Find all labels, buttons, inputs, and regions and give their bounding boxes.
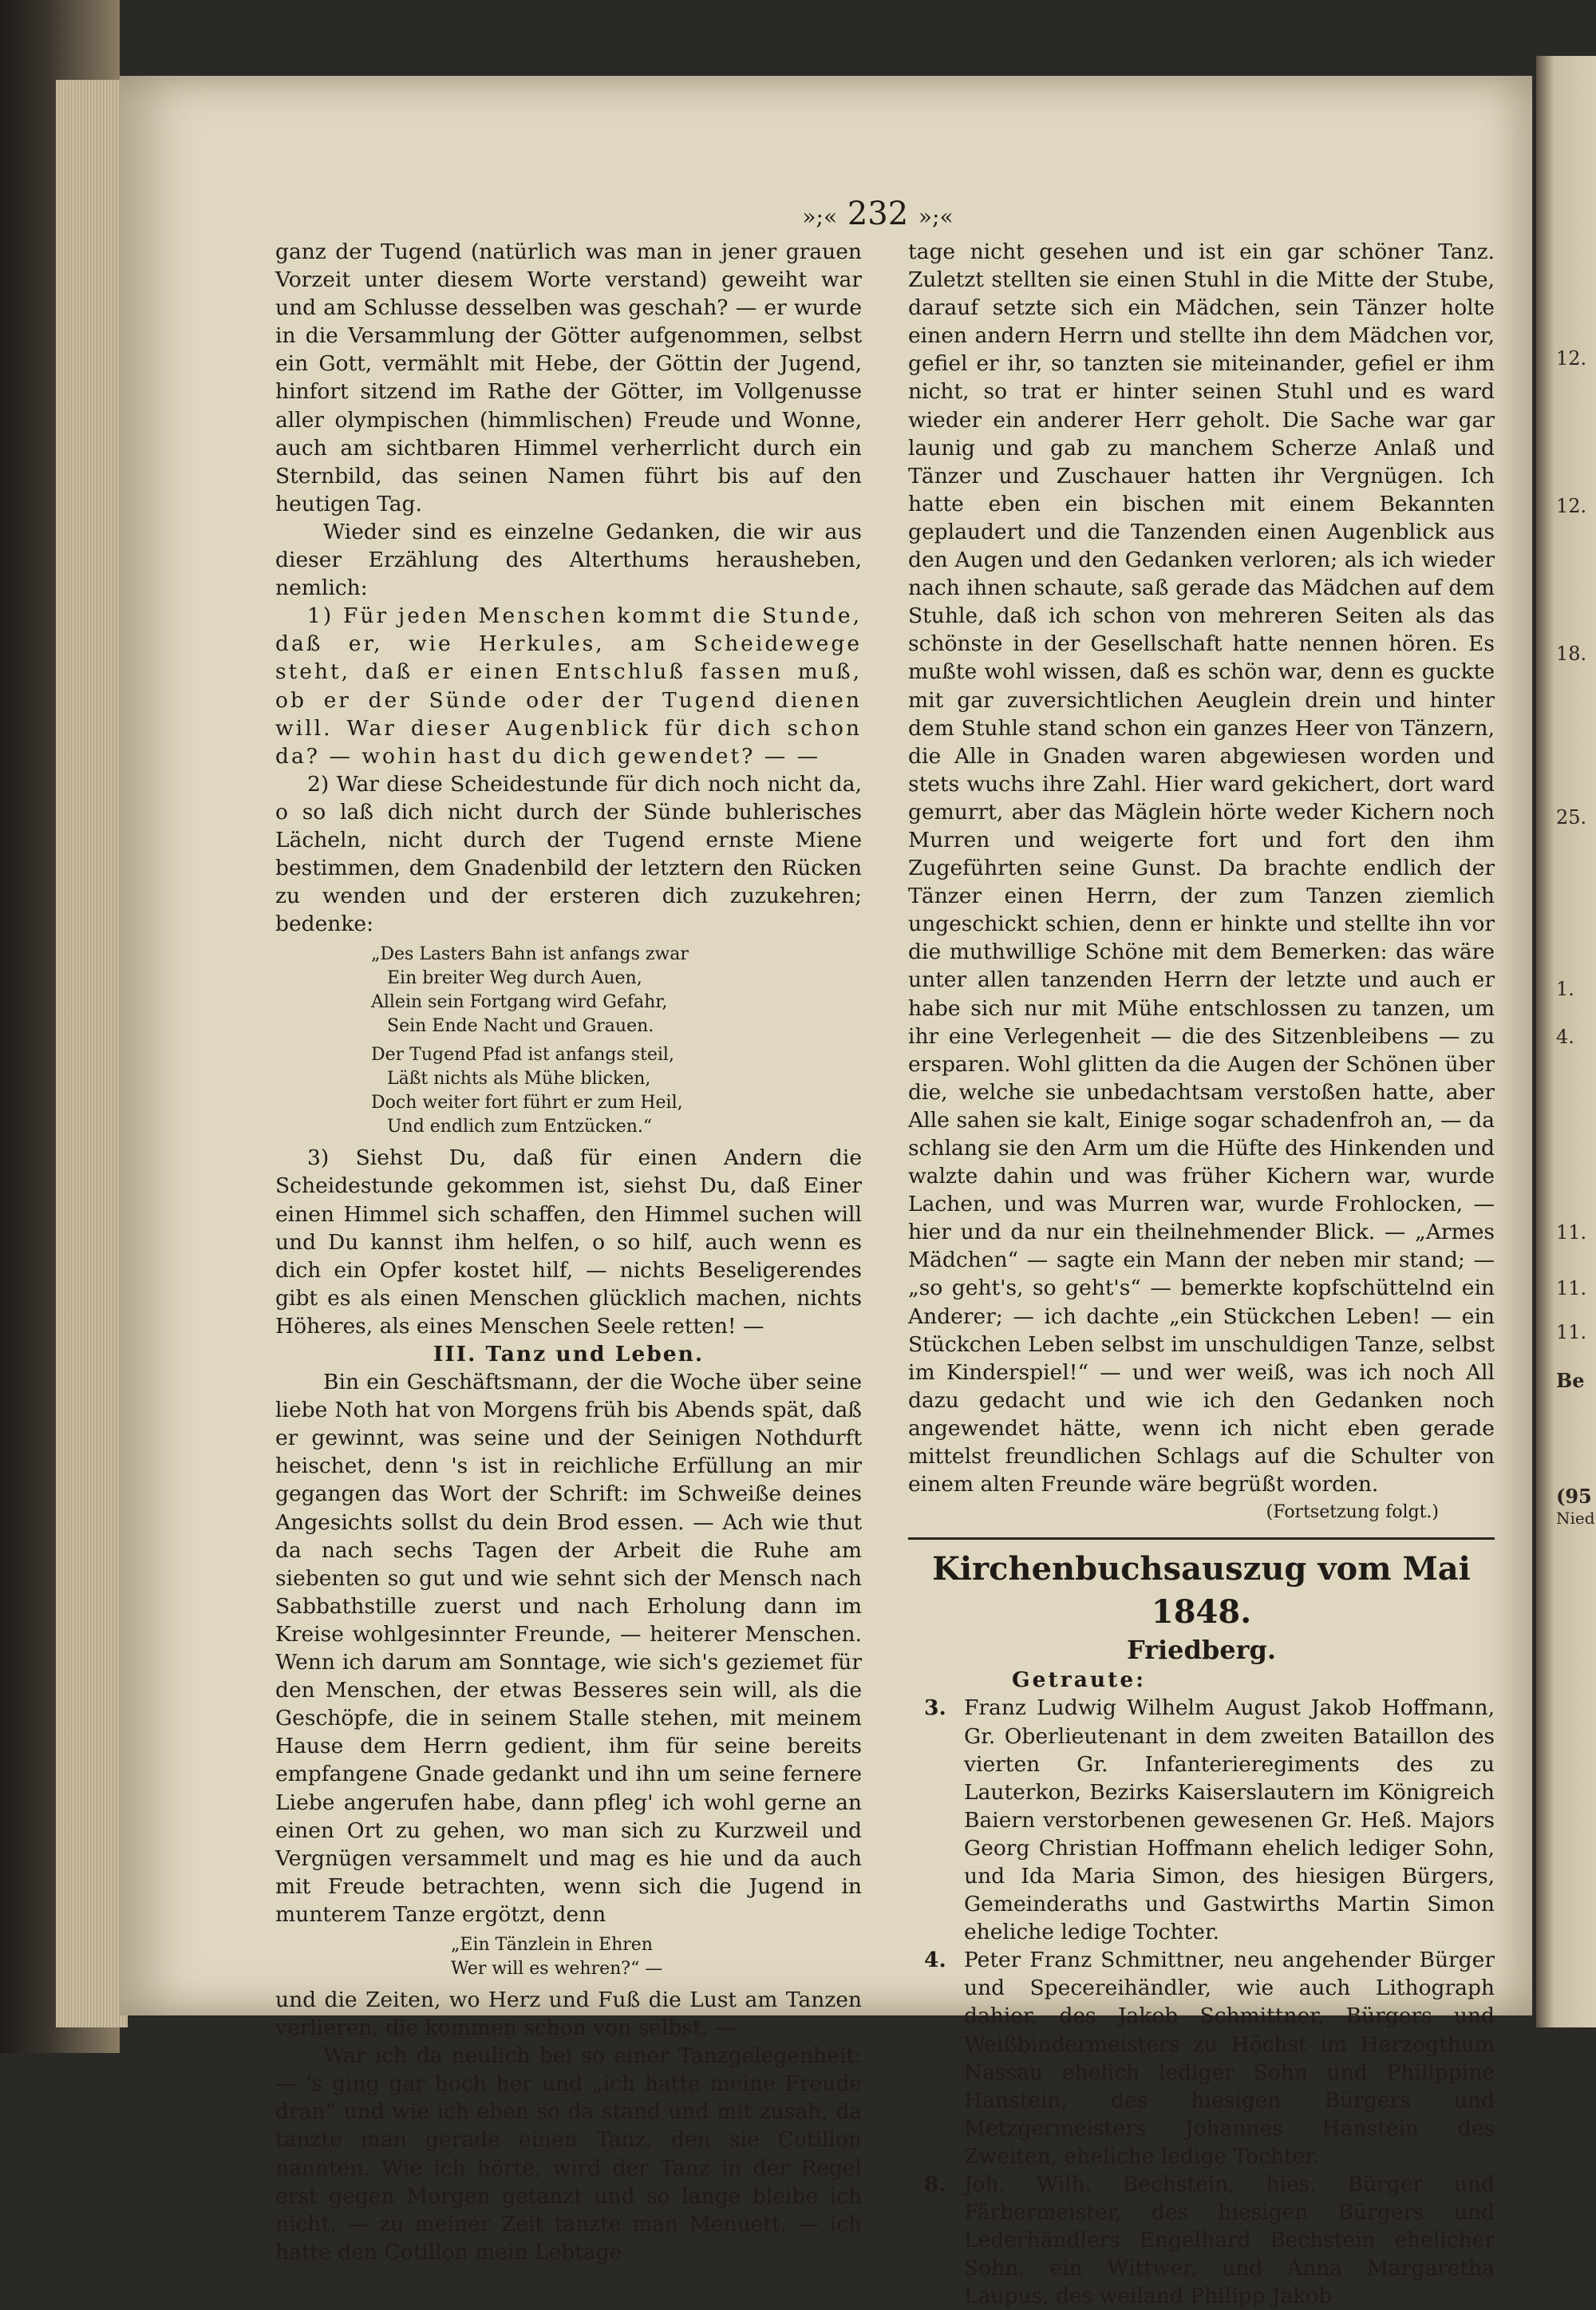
verse-line: Der Tugend Pfad ist anfangs steil, — [371, 1045, 674, 1066]
edge-number: 12. — [1556, 495, 1587, 517]
section-title: Kirchenbuchsauszug vom Mai 1848. — [932, 1550, 1471, 1632]
paragraph: 2) War diese Scheidestunde für dich noch nicht da, o so laß dich nicht durch der Sünde buhlerisches Lächeln, nicht durch der Tugend ernste Miene bestimmen, dem Gnadenbild der letztern den Rücken zu wenden und der ersteren dich zuzukehren; bedenke: — [275, 771, 862, 937]
edge-number: 18. — [1556, 643, 1587, 665]
edge-text: Be — [1556, 1369, 1585, 1392]
register-entry — [908, 2170, 1495, 2310]
paragraph: tage nicht gesehen und ist ein gar schöner Tanz. Zuletzt stellten sie einen Stuhl in die Mitte der Stube, darauf setzte sich ein Mädchen, sein Tänzer holte einen andern Herrn und stellte ihn dem Mädchen vor, gefiel er ihr, so tanzten sie miteinander, gefiel er ihm nicht, so trat er hinter seinen Stuhl und es ward wieder ein anderer Herr geholt. Die Sache war gar launig und gab zu manchem Scherze Anlaß und Tänzer und Zuschauer hatten ihr Vergnügen. Ich hatte eben ein bischen mit einem Bekannten geplaudert und die Tanzenden einen Augenblick aus den Augen und den Gedanken verloren; als ich wieder nach ihnen schaute, saß gerade das Mädchen auf dem Stuhle, daß ich schon von mehreren Seiten als das schönste in der Gesellschaft hatte nennen hören. Es mußte wohl wissen, daß es schön war, denn es guckte mit gar zuversichtlichen Aeuglein drein und hinter dem Stuhle stand schon ein ganzes Heer von Tänzern, die Alle in Gnaden waren abgewiesen worden und stets wuchs ihre Zahl. Hier ward gekichert, dort ward gemurrt, aber das Mäglein hörte weder Kichern noch Murren und weigerte fort und fort den ihm Zugeführten seine Gunst. Da brachte endlich der Tänzer einen Herrn, der zum Tanzen ziemlich ungeschickt schien, denn er hinkte und stellte ihn vor die muthwillige Schöne mit dem Bemerken: das wäre unter allen tanzenden Herrn der letzte und auch er habe sich nur mit Mühe entschlossen zu tanzen, um ihr eine Verlegenheit — die des Sitzenbleibens — zu ersparen. Wohl glitten da die Augen der Schönen über die, welche sie unbedachtsam verstoßen hatte, aber Alle sahen sie kalt, Einige sogar schadenfroh an, — da schlang sie den Arm um die Hüfte des Hinkenden und walzte dahin und was früher Kichern war, wurde Lachen, und was Murren war, wurde Frohlocken, — hier und da nur ein theilnehmender Blick. — „Armes Mädchen“ — sagte ein Mann der neben mir stand; — „so geht's, so geht's“ — bemerkte kopfschüttelnd ein Anderer; — ich dachte „ein Stückchen Leben! — ein Stückchen Leben selbst im unschuldigen Tanze, selbst im Kinderspiel!“ — und wer weiß, was ich noch All dazu gedacht und wie ich den Gedanken noch angewendet hätte, wenn ich nicht eben gerade mittelst freundlichen Schlags auf die Schulter von einem alten Freunde wäre begrüßt worden. — [908, 239, 1495, 1497]
entry-number: 3. — [924, 1695, 946, 1721]
verse-line: Doch weiter fort führt er zum Heil, — [371, 1093, 683, 1113]
edge-number: 11. — [1556, 1321, 1587, 1343]
edge-text: (95 — [1556, 1485, 1592, 1508]
right-column — [908, 238, 1495, 2310]
register-entry — [908, 1694, 1495, 1946]
paragraph: War ich da neulich bei so einer Tanzgelegenheit: — 's ging gar hoch her und „ich hatte meine Freude dran“ und wie ich eben so da stand und mit zusah, da tanzte man gerade einen Tanz, den sie Cotillon nannten. Wie ich hörte, wird der Tanz in der Regel erst gegen Morgen getanzt und so lange bleibe ich nicht, — zu meiner Zeit tanzte man Menuett, — ich hatte den Cotillon mein Lebtage — [275, 2043, 862, 2265]
edge-number: 4. — [1556, 1026, 1574, 1048]
verse-stanza — [371, 943, 862, 1038]
entry-number: 8. — [924, 2172, 946, 2197]
verse-stanza — [451, 1933, 862, 1981]
section-heading: III. Tanz und Leben. — [433, 1342, 705, 1367]
verse-line: „Ein Tänzlein in Ehren — [451, 1934, 653, 1955]
verse-line: Ein breiter Weg durch Auen, — [387, 968, 642, 989]
page-ornament-left: »;« — [802, 204, 838, 230]
verse-line: Allein sein Fortgang wird Gefahr, — [371, 992, 668, 1013]
category-label: Getraute: — [1012, 1667, 1147, 1693]
paragraph: und die Zeiten, wo Herz und Fuß die Lust am Tanzen verlieren, die kommen schon von selbst. — — [275, 1987, 862, 2041]
edge-number: 11. — [1556, 1277, 1587, 1299]
verse-line: Sein Ende Nacht und Grauen. — [387, 1016, 654, 1037]
page-stack-edge — [56, 80, 128, 2027]
verse-line: Läßt nichts als Mühe blicken, — [387, 1069, 651, 1090]
entry-text: Franz Ludwig Wilhelm August Jakob Hoffmann, Gr. Oberlieutenant in dem zweiten Bataillon des vierten Gr. Infanterieregiments des zu Lauterkon, Bezirks Kaiserslautern im Königreich Baiern verstorbenen gewesenen Gr. Heß. Majors Georg Christian Hoffmann ehelich lediger Sohn, und Ida Maria Simon, des hiesigen Bürgers, Gemeinderaths und Gastwirths Martin Simon eheliche ledige Tochter. — [964, 1695, 1495, 1945]
paragraph: ganz der Tugend (natürlich was man in jener grauen Vorzeit unter diesem Worte verstand) geweiht war und am Schlusse desselben was geschah? — er wurde in die Versammlung der Götter aufgenommen, selbst ein Gott, vermählt mit Hebe, der Göttin der Jugend, hinfort sitzend im Rathe der Götter, im Vollgenusse aller olympischen (himmlischen) Freude und Wonne, auch am sichtbaren Himmel verherrlicht durch ein Sternbild, das seinen Namen führt bis auf den heutigen Tag. — [275, 239, 862, 516]
verse-line: Und endlich zum Entzücken.“ — [387, 1117, 653, 1137]
edge-text: Nied — [1556, 1509, 1595, 1528]
entry-text: Peter Franz Schmittner, neu angehender Bürger und Specereihändler, wie auch Lithograph dahier, des Jakob Schmittner, Bürgers und Weißbindermeisters zu Höchst im Herzogthum Nassau ehelich lediger Sohn und Philippine Hanstein, des hiesigen Bürgers und Metzgermeisters Johannes Hanstein des Zweiten, eheliche ledige Tochter. — [964, 1948, 1495, 2169]
entry-text: Joh. Wilh. Bechstein, hies. Bürger und Färbermeister, des hiesigen Bürgers und Lederhändlers Engelhard Bechstein ehelicher Sohn, ein Wittwer, und Anna Margaretha Laupus, des weiland Philipp Jakob — [964, 2172, 1495, 2309]
verse-line: Wer will es wehren?“ — — [451, 1958, 663, 1979]
edge-number: 11. — [1556, 1221, 1587, 1244]
continued-note: (Fortsetzung folgt.) — [1266, 1502, 1439, 1523]
edge-number: 1. — [1556, 978, 1574, 1000]
entry-number: 4. — [924, 1948, 946, 1973]
paragraph: 3) Siehst Du, daß für einen Andern die Scheidestunde gekommen ist, siehst Du, daß Einer einen Himmel sich schaffen, den Himmel suchen will und Du kannst ihm helfen, o so hilf, auch wenn es dich ein Opfer kostet hilf, — nichts Beseligerendes gibt es als einen Menschen glücklich machen, nichts Höheres, als eines Menschen Seele retten! — — [275, 1145, 862, 1339]
verse-line: „Des Lasters Bahn ist anfangs zwar — [371, 944, 689, 965]
paragraph: Bin ein Geschäftsmann, der die Woche über seine liebe Noth hat von Morgens früh bis Abends spät, daß er gewinnt, was seine und der Seinigen Nothdurft heischet, denn 's ist in reichliche Erfüllung an mir gegangen das Wort der Schrift: im Schweiße deines Angesichts sollst du dein Brod essen. — Ach wie thut da nach sechs Tagen der Arbeit die Ruhe am siebenten so gut und wie sehnt sich der Mensch nach Sabbathstille zuerst und nach Erholung dann im Kreise wohlgesinnter Freunde, — heiterer Menschen. Wenn ich darum am Sonntage, wie sich's geziemet für den Menschen, der etwas Besseres sein will, als die Geschöpfe, die in seinem Stalle stehen, mit meinem Hause dem Herrn gedient, ihm für seine bereits empfangene Gnade gedankt und ihn um seine fernere Liebe angerufen habe, dann pfleg' ich wohl gerne an einen Ort zu gehen, wo man sich zu Kurzweil und Vergnügen versammelt und mag es hie und da auch mit Freude betrachten, wenn sich die Jugend in munterem Tanze ergötzt, denn — [275, 1370, 862, 1927]
edge-number: 25. — [1556, 806, 1587, 829]
page-number — [798, 196, 958, 232]
section-divider — [908, 1537, 1495, 1540]
paragraph: Wieder sind es einzelne Gedanken, die wir aus dieser Erzählung des Alterthums herausheben, nemlich: — [275, 519, 862, 601]
verse-stanza — [371, 1043, 862, 1139]
page-number-value: 232 — [847, 196, 909, 232]
page-ornament-right: »;« — [918, 204, 954, 230]
paragraph: 1) Für jeden Menschen kommt die Stunde, daß er, wie Herkules, am Scheidewege steht, daß er einen Entschluß fassen muß, ob er der Sünde oder der Tugend dienen will. War dieser Augenblick für dich schon da? — wohin hast du dich gewendet? — — — [275, 603, 862, 769]
edge-number: 12. — [1556, 347, 1587, 370]
register-entry — [908, 1946, 1495, 2170]
left-column — [275, 238, 862, 2266]
place-heading: Friedberg. — [1126, 1635, 1276, 1666]
